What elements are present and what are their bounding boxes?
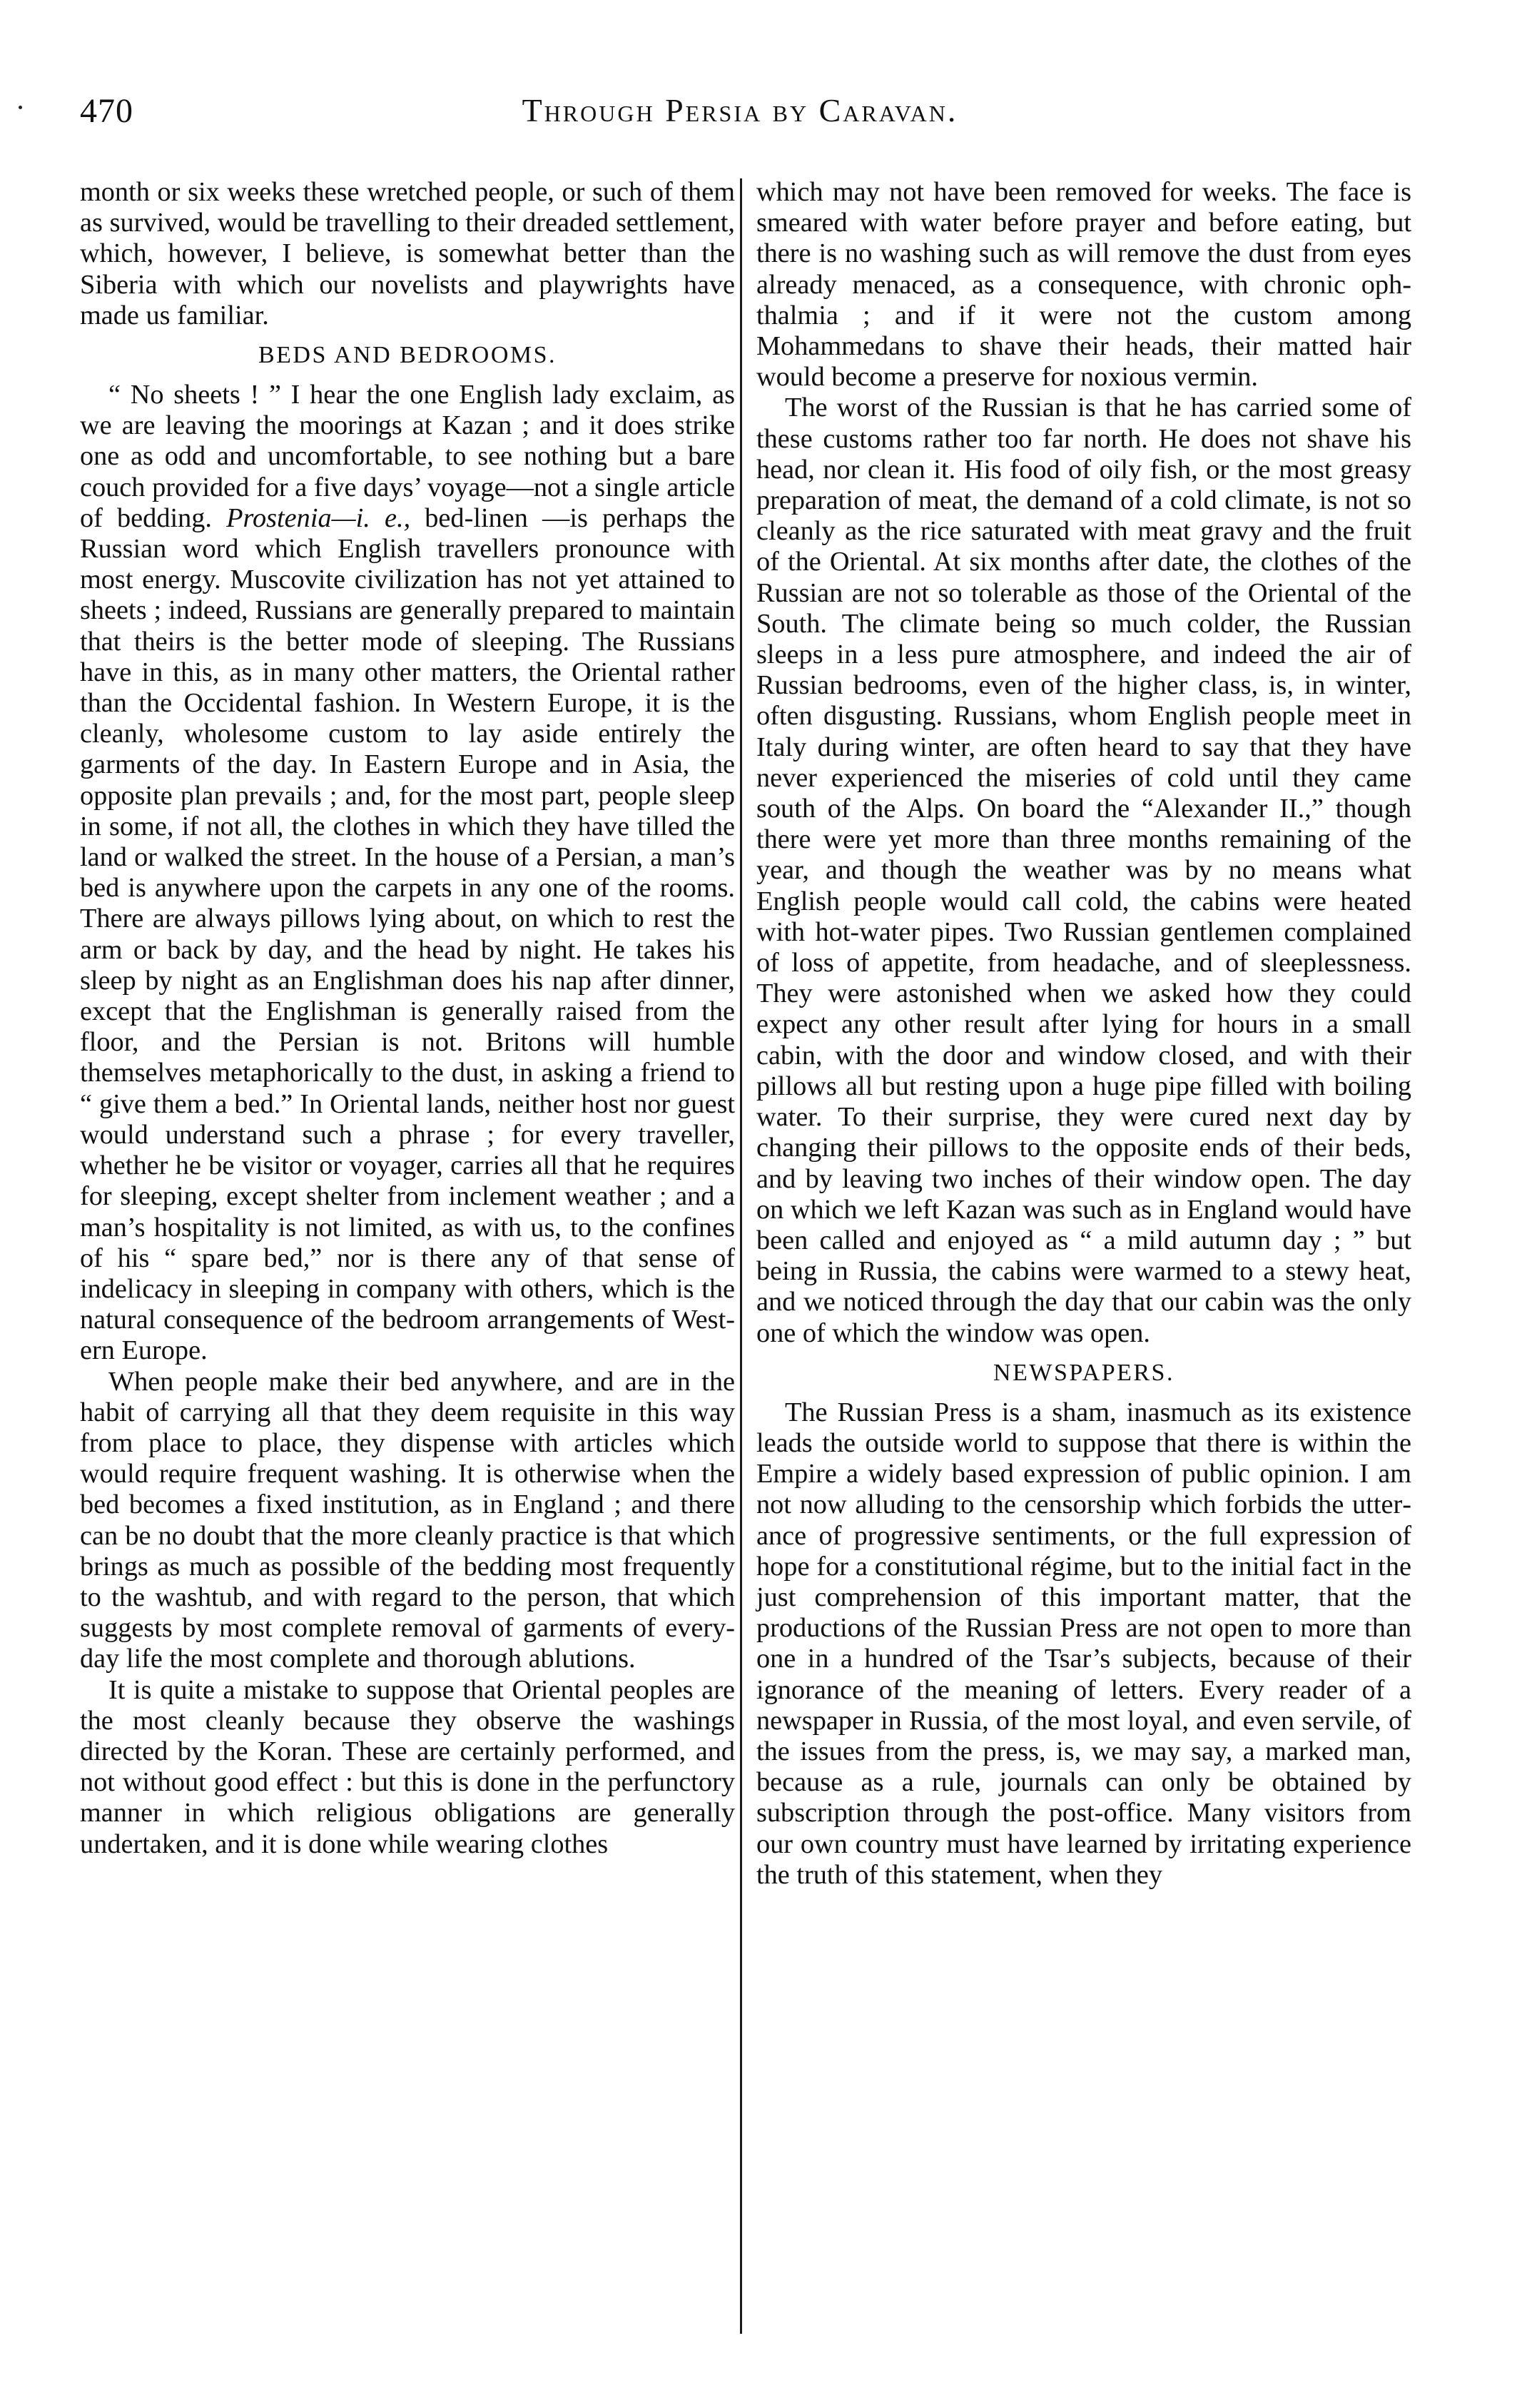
- right-column: [756, 177, 1411, 1891]
- paragraph: The Russian Press is a sham, inasmuch as its existence leads the outside world to suppose that there is within the Empire a widely based expression of public opinion. I am not now alluding to the censorship which forbids the utterance of progressive sentiments, or the full expression of hope for a constitutional régime, but to the initial fact in the just comprehension of this important matter, that the productions of the Russian Press are not open to more than one in a hundred of the Tsar’s subjects, because of their ignorance of the meaning of letters. Every reader of a newspaper in Russia, of the most loyal, and even servile, of the issues from the press, is, we may say, a marked man, because as a rule, journals can only be obtained by subscription through the post-office. Many visitors from our own country must have learned by irritating experience the truth of this statement, when they: [756, 1397, 1411, 1890]
- paragraph: [80, 380, 735, 1367]
- paragraph: It is quite a mistake to suppose that Oriental peoples are the most cleanly because they observe the washings directed by the Koran. These are certainly performed, and not without good effect : but this is done in the perfunctory manner in which religious obligations are generally undertaken, and it is done while wearing clothes: [80, 1674, 735, 1859]
- page-number: 470: [80, 92, 133, 130]
- paragraph: When people make their bed anywhere, and are in the habit of carrying all that they deem requisite in this way from place to place, they dispense with articles which would require frequent washing. It is otherwise when the bed becomes a fixed institution, as in England ; and there can be no doubt that the more cleanly practice is that which brings as much as possible of the bedding most frequently to the washtub, and with regard to the person, that which suggests by most complete removal of garments of every-day life the most complete and thorough ablutions.: [80, 1366, 735, 1674]
- paragraph: The worst of the Russian is that he has carried some of these customs rather too far north. He does not shave his head, nor clean it. His food of oily fish, or the most greasy preparation of meat, the demand of a cold climate, is not so cleanly as the rice saturated with meat gravy and the fruit of the Oriental. At six months after date, the clothes of the Russian are not so tolerable as those of the Oriental of the South. The climate being so much colder, the Russian sleeps in a less pure atmosphere, and indeed the air of Russian bedrooms, even of the higher class, is, in winter, often disgusting. Russians, whom English people meet in Italy during winter, are often heard to say that they have never experienced the miseries of cold until they came south of the Alps. On board the “Alexander II.,” though there were yet more than three months remaining of the year, and though the weather was by no means what English people would call cold, the cabins were heated with hot-water pipes. Two Russian gentlemen complained of loss of appetite, from headache, and of sleeplessness. They were astonished when we asked how they could expect any other result after lying for hours in a small cabin, with the door and window closed, and with their pillows all but resting upon a huge pipe filled with boiling water. To their surprise, they were cured next day by changing their pillows to the opposite ends of their beds, and by leaving two inches of their window open. The day on which we left Kazan was such as in England would have been called and enjoyed as “ a mild autumn day ; ” but being in Russia, the cabins were warmed to a stewy heat, and we noticed through the day that our cabin was the only one of which the window was open.: [756, 393, 1411, 1348]
- page-header: [80, 91, 1400, 141]
- section-heading-beds: BEDS AND BEDROOMS.: [258, 342, 557, 369]
- section-heading-newspapers: NEWSPAPERS.: [993, 1359, 1175, 1386]
- italic-term: Prostenia—i. e.,: [226, 502, 411, 533]
- paragraph-text: bed-linen —is perhaps the Russian word which English travellers pronounce with most energy. Muscovite civilization has not yet attained to sheets ; indeed, Russians are generally prepared to maintain that theirs is the better mode of sleeping. The Russians have in this, as in many other matters, the Oriental rather than the Occidental fashion. In Western Europe, it is the cleanly, wholesome custom to lay aside entirely the garments of the day. In Eastern Europe and in Asia, the opposite plan prevails ; and, for the most part, people sleep in some, if not all, the clothes in which they have tilled the land or walked the street. In the house of a Persian, a man’s bed is anywhere upon the carpets in any one of the rooms. There are always pillows lying about, on which to rest the arm or back by day, and the head by night. He takes his sleep by night as an Englishman does his nap after dinner, except that the Englishman is generally raised from the floor, and the Persian is not. Britons will humble themselves metaphorically to the dust, in asking a friend to “ give them a bed.” In Oriental lands, neither host nor guest would understand such a phrase ; for every traveller, whether he be visitor or voyager, carries all that he requires for sleeping, except shelter from inclement weather ; and a man’s hospitality is not limited, as with us, to the confines of his “ spare bed,” nor is there any of that sense of indelicacy in sleeping in company with others, which is the natural consequence of the bedroom arrangements of Western Europe.: [80, 502, 735, 1366]
- column-divider: [740, 178, 742, 2334]
- paragraph: which may not have been removed for weeks. The face is smeared with water before prayer and before eating, but there is no washing such as will remove the dust from eyes already menaced, as a consequence, with chronic ophthalmia ; and if it were not the custom among Mohammedans to shave their heads, their matted hair would become a preserve for noxious vermin.: [756, 177, 1411, 393]
- left-column: [80, 177, 735, 1860]
- paragraph: month or six weeks these wretched people, or such of them as survived, would be travelling to their dreaded settlement, which, however, I believe, is somewhat better than the Siberia with which our novelists and playwrights have made us familiar.: [80, 177, 735, 330]
- running-title: Through Persia by Caravan.: [522, 92, 958, 128]
- paragraph-text: “ No sheets ! ” I hear the one English lady exclaim, as we are leaving the moorings at Kazan ; and it does strike one as odd and uncomfortable, to see nothing but a bare couch provided for a five days’ voyage—not a single article of bedding.: [80, 380, 735, 533]
- margin-mark: [19, 106, 22, 109]
